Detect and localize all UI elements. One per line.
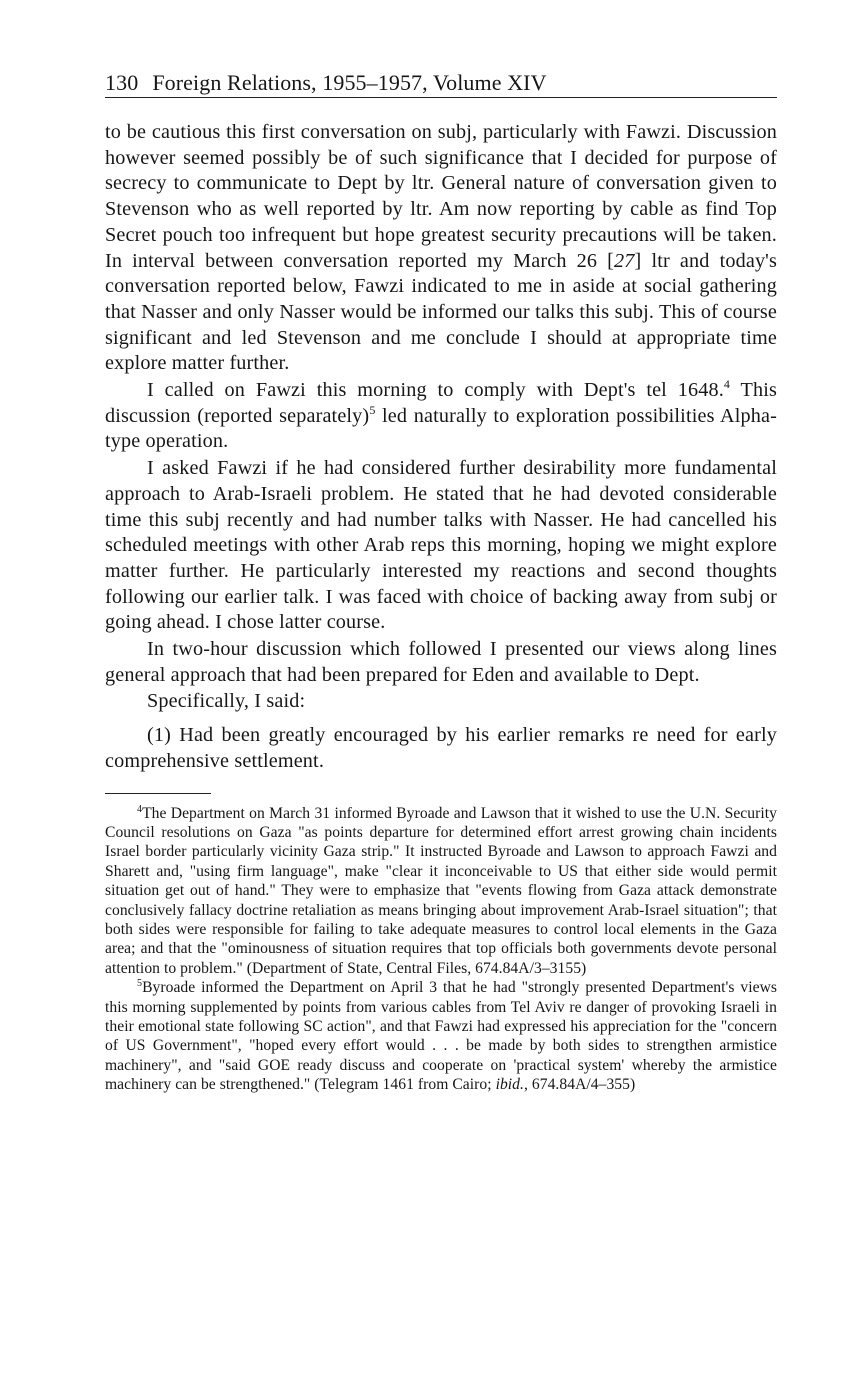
footnote-ref-5: 5 [369,402,376,417]
bracketed-reference: 27 [614,249,635,272]
paragraph-1: to be cautious this first conversation on subj, particularly with Fawzi. Discussion however seemed possibly be of such significance that I decided for purpose of secrecy to communicate to Dept by ltr. General nature of conversation given to Stevenson who as well reported by ltr. Am now reporting by cable as find Top Secret pouch too infrequent but hope greatest security precautions will be taken. In interval between conversation reported my March 26 [27] ltr and today's conversation reported below, Fawzi indicated to me in aside at social gathering that Nasser and only Nasser would be informed our talks this subj. This of course significant and led Stevenson and me conclude I should at appropriate time explore matter further. [105,121,777,375]
footnote-marker-5: 5 [137,978,143,990]
paragraph-4: In two-hour discussion which followed I presented our views along lines general approach that had been prepared for Eden and available to Dept. [105,638,777,686]
footnote-5: $^5$Byroade informed the Department on April 3 that he had "strongly presented Department's views this morning supplemented by points from various cables from Tel Aviv re danger of provoking Israeli in their emotional state following SC action", and that Fawzi had expressed his appreciation for the "concern of US Government", "hoped every effort would . . . be made by both sides to strengthen armistice machinery", and "said GOE ready discuss and cooperate on 'practical system' whereby the armistice machinery can be strengthened." (Telegram 1461 from Cairo; ibid., 674.84A/4–355) [105,978,777,1094]
footnote-ref-4: 4 [723,377,731,392]
running-header [105,70,777,98]
volume-title: Foreign Relations, 1955–1957, Volume XIV [152,70,547,95]
paragraph-6: (1) Had been greatly encouraged by his earlier remarks re need for early comprehensive settlement. [105,724,777,772]
document-page [105,70,777,1095]
paragraph-2: I called on Fawzi this morning to comply with Dept's tel 1648.$^4$ This discussion (reported separately)$^5$ led naturally to exploration possibilities Alpha-type operation. [105,377,778,453]
body-text [105,120,777,775]
footnote-marker-4: 4 [137,803,143,815]
paragraph-5: Specifically, I said: [147,690,306,713]
page-number: 130 [105,70,139,95]
footnote-4: $^4$The Department on March 31 informed Byroade and Lawson that it wished to use the U.N. Security Council resolutions on Gaza "as points departure for determined effort arrest growing chain incidents Israel border particularly vicinity Gaza strip." It instructed Byroade and Lawson to approach Fawzi and Sharett and, "using firm language", make "clear it inconceivable to US that either side would permit situation get out of hand." They were to emphasize that "events flowing from Gaza attack demonstrate conclusively fallacy doctrine retaliation as means bringing about improvement Arab-Israel situation"; that both sides were responsible for failing to take adequate measures to control local elements in the Gaza area; and that the "ominousness of situation requires that top officials both governments devote personal attention to problem." (Department of State, Central Files, 674.84A/3–3155) [105,803,777,977]
footnote-divider [105,793,211,794]
footnotes [105,804,777,1095]
paragraph-3: I asked Fawzi if he had considered further desirability more fundamental approach to Arab-Israeli problem. He stated that he had devoted considerable time this subj recently and had number talks with Nasser. He had cancelled his scheduled meetings with other Arab reps this morning, hoping we might explore matter further. He particularly interested my reactions and second thoughts following our earlier talk. I was faced with choice of backing away from subj or going ahead. I chose latter course. [105,457,777,634]
